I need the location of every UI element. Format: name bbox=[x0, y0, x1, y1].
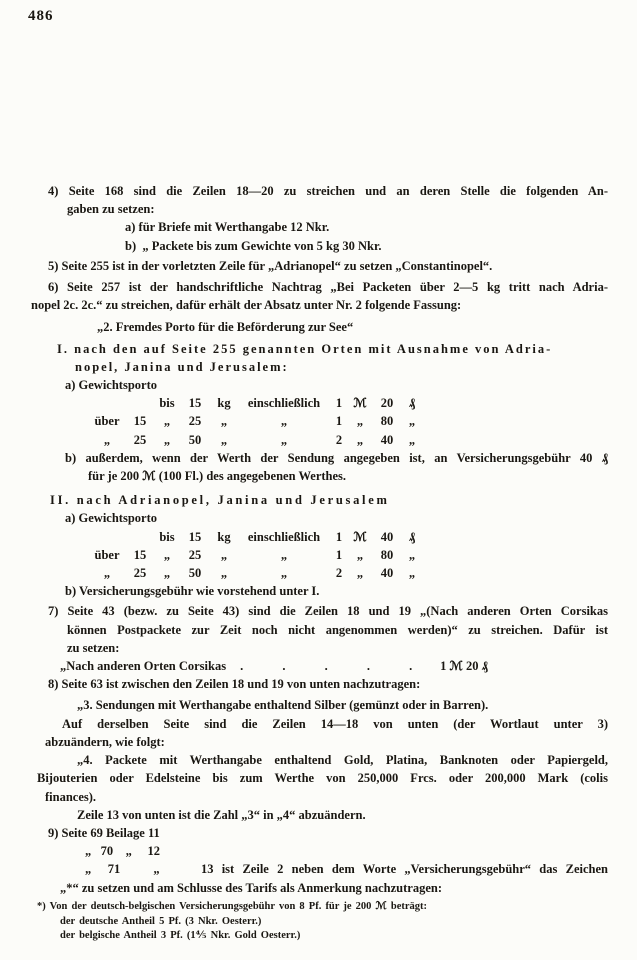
tariff-i-row-3: „ 25 „ 50 „ „ 2 „ 40 „ bbox=[103, 432, 416, 447]
text-line: gaben zu setzen: bbox=[67, 202, 155, 217]
text-line: „ 71 „ 13 ist Zeile 2 neben dem Worte „Versicherungsgebühr“ das Zeichen bbox=[85, 862, 608, 877]
text-line: abzuändern, wie folgt: bbox=[45, 734, 165, 749]
quote-heading-2: „2. Fremdes Porto für die Beförderung zur See“ bbox=[97, 320, 354, 335]
footnote-line-2: der deutsche Antheil 5 Pf. (3 Nkr. Oesterr.) bbox=[60, 915, 262, 927]
text-line: „3. Sendungen mit Werthangabe enthaltend Silber (gemünzt oder in Barren). bbox=[77, 698, 489, 713]
footnote-line-3: der belgische Antheil 3 Pf. (1⅘ Nkr. Gold Oesterr.) bbox=[60, 930, 301, 942]
item-8: 8) Seite 63 ist zwischen den Zeilen 18 und 19 von unten nachzutragen: bbox=[48, 677, 421, 692]
text-line: „*“ zu setzen und am Schlusse des Tarifs als Anmerkung nachzutragen: bbox=[60, 880, 442, 895]
text-line: Bijouterien oder Edelsteine bis zum Werthe von 250,000 Frcs. oder 200,000 Mark (colis bbox=[37, 771, 608, 786]
text-line: Zeile 13 von unten ist die Zahl „3“ in „4“ abzuändern. bbox=[77, 807, 366, 822]
item-4-line-1: 4) Seite 168 sind die Zeilen 18—20 zu streichen und an deren Stelle die folgenden An- bbox=[48, 184, 608, 198]
page-number: 486 bbox=[28, 8, 54, 24]
text-line: „4. Packete mit Werthangabe enthaltend Gold, Platina, Banknoten oder Papiergeld, bbox=[77, 753, 608, 768]
roman-ii-heading: II. nach Adrianopel, Janina und Jerusalem bbox=[50, 493, 390, 508]
item-9-line-1: 9) Seite 69 Beilage 11 bbox=[48, 825, 160, 840]
text-line: können Postpackete zur Zeit noch nicht angenommen werden)“ zu streichen. Dafür ist bbox=[67, 622, 608, 637]
text-line: „ 70 „ 12 bbox=[85, 844, 160, 859]
corsika-leader-line: „Nach anderen Orten Corsikas . . . . . 1 ℳ 20 ₰ bbox=[60, 659, 488, 674]
text-line: für je 200 ℳ (100 Fl.) des angegebenen Werthes. bbox=[88, 469, 347, 484]
item-6-line-1: 6) Seite 257 ist der handschriftliche Nachtrag „Bei Packeten über 2—5 kg tritt nach Adria- bbox=[48, 280, 608, 295]
item-7-line-1: 7) Seite 43 (bezw. zu Seite 43) sind die Zeilen 18 und 19 „(Nach anderen Orten Corsikas bbox=[48, 604, 608, 619]
text-line: nopel, Janina und Jerusalem: bbox=[75, 359, 289, 374]
tariff-i-row-2: über 15 „ 25 „ „ 1 „ 80 „ bbox=[94, 414, 416, 429]
document-body bbox=[0, 182, 637, 944]
tariff-i-row-1: bis 15 kg einschließlich 1 ℳ 20 ₰ bbox=[159, 396, 416, 411]
text-line: finances). bbox=[45, 789, 97, 804]
item-5: 5) Seite 255 ist in der vorletzten Zeile für „Adrianopel“ zu setzen „Constantinopel“. bbox=[48, 258, 493, 273]
roman-i-heading: I. nach den auf Seite 255 genannten Orten mit Ausnahme von Adria- bbox=[57, 341, 553, 356]
item-4a: a) für Briefe mit Werthangabe 12 Nkr. bbox=[125, 220, 330, 235]
text-line: nopel 2c. 2c.“ zu streichen, dafür erhält der Absatz unter Nr. 2 folgende Fassung: bbox=[31, 298, 462, 313]
section-ii-a: a) Gewichtsporto bbox=[65, 511, 157, 526]
tariff-ii-row-2: über 15 „ 25 „ „ 1 „ 80 „ bbox=[94, 547, 416, 562]
text-line: zu setzen: bbox=[67, 640, 120, 655]
section-i-b: b) außerdem, wenn der Werth der Sendung angegeben ist, an Versicherungsgebühr 40 ₰ bbox=[65, 450, 608, 465]
section-i-a: a) Gewichtsporto bbox=[65, 378, 157, 393]
item-4b: b) „ Packete bis zum Gewichte von 5 kg 30 Nkr. bbox=[125, 238, 382, 253]
tariff-ii-row-1: bis 15 kg einschließlich 1 ℳ 40 ₰ bbox=[159, 529, 416, 544]
section-ii-b: b) Versicherungsgebühr wie vorstehend unter I. bbox=[65, 584, 320, 599]
text-line: Auf derselben Seite sind die Zeilen 14—18 von unten (der Wortlaut unter 3) bbox=[62, 716, 608, 731]
footnote-line-1: *) Von der deutsch-belgischen Versicherungsgebühr von 8 Pf. für je 200 ℳ beträgt: bbox=[37, 900, 428, 912]
tariff-ii-row-3: „ 25 „ 50 „ „ 2 „ 40 „ bbox=[103, 566, 416, 581]
